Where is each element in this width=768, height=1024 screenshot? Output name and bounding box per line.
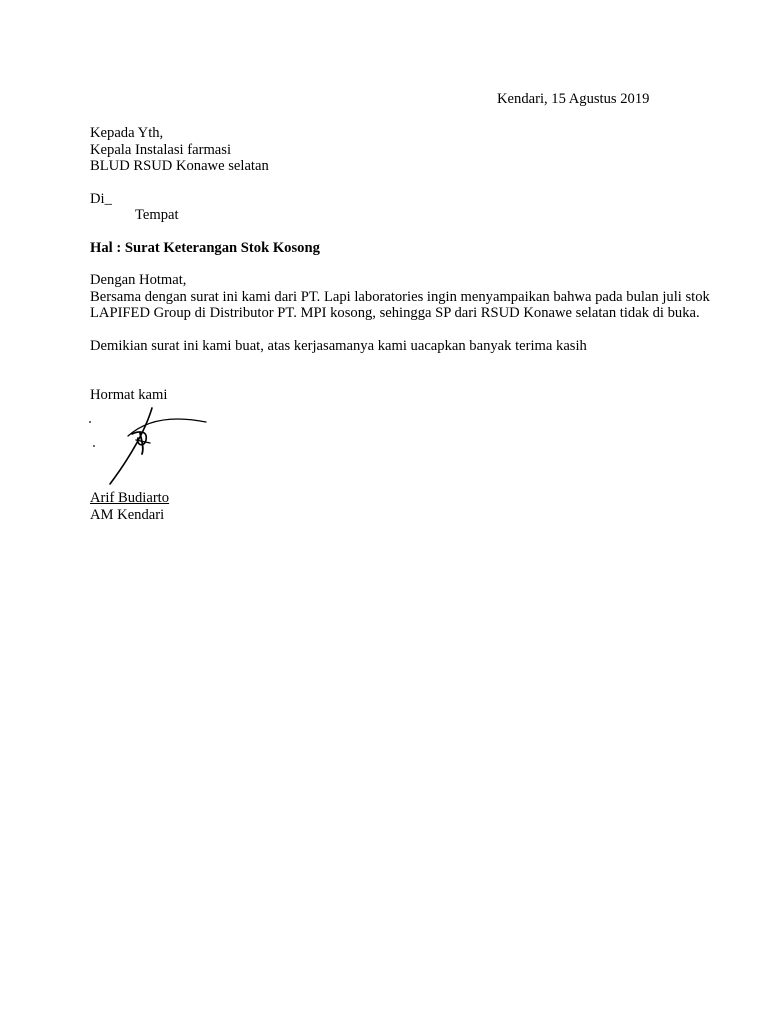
signer-role: AM Kendari: [90, 507, 165, 523]
regards: Hormat kami: [90, 387, 168, 403]
letter-subject: Hal : Surat Keterangan Stok Kosong: [90, 240, 320, 256]
signer-name: Arif Budiarto: [90, 490, 170, 506]
body-line-2: LAPIFED Group di Distributor PT. MPI kosong, sehingga SP dari RSUD Konawe selatan tidak di buka.: [90, 305, 700, 321]
handwritten-signature: [88, 398, 218, 493]
body-line-1: Bersama dengan surat ini kami dari PT. Lapi laboratories ingin menyampaikan bahwa pada bulan juli stok: [90, 289, 710, 305]
place-date: Kendari, 15 Agustus 2019: [497, 91, 650, 107]
recipient-institution: BLUD RSUD Konawe selatan: [90, 158, 269, 174]
greeting: Dengan Hotmat,: [90, 272, 187, 288]
recipient-salutation: Kepada Yth,: [90, 125, 164, 141]
closing-sentence: Demikian surat ini kami buat, atas kerjasamanya kami uacapkan banyak terima kasih: [90, 338, 587, 354]
location-tempat: Tempat: [135, 207, 179, 223]
recipient-title: Kepala Instalasi farmasi: [90, 142, 232, 158]
location-di: Di_: [90, 191, 112, 207]
